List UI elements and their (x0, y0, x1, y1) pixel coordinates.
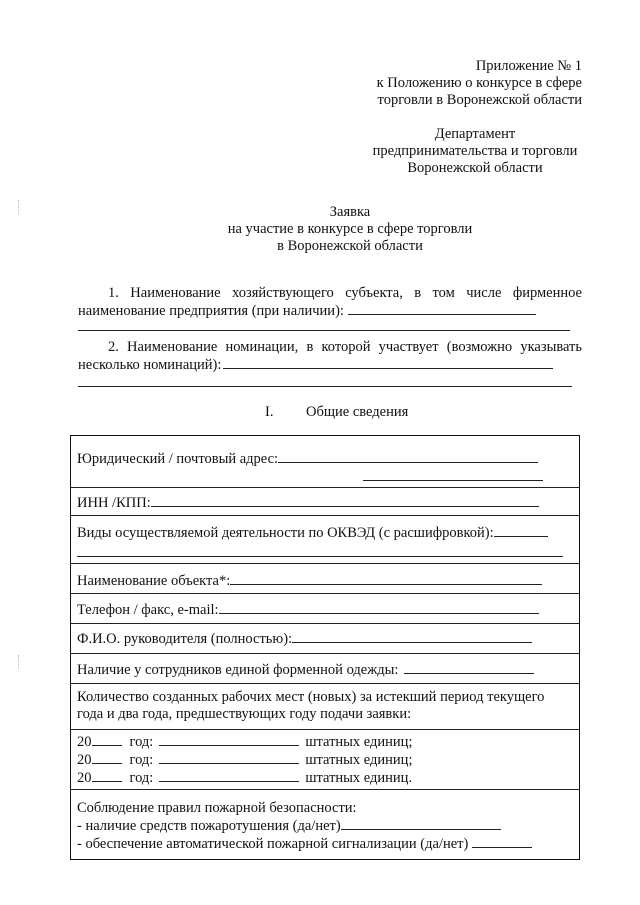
okved-fill-line-2[interactable] (77, 556, 563, 557)
section-number: I. (265, 404, 274, 420)
address-label: Юридический / почтовый адрес: (77, 451, 279, 467)
title-line-2: на участие в конкурсе в сфере торговли (227, 221, 473, 237)
table-row-jobs (71, 684, 579, 730)
table-row-uniform (71, 654, 579, 684)
table-row-fire-safety (71, 790, 579, 858)
item-2-extra-line[interactable] (78, 386, 572, 387)
general-info-table (70, 435, 580, 860)
year-line-3 (77, 769, 573, 787)
department-block (360, 126, 590, 177)
table-row-okved (71, 516, 579, 564)
phone-fill-line[interactable] (219, 601, 539, 614)
appendix-block (377, 58, 582, 109)
staff-fill-3[interactable] (159, 769, 299, 782)
appendix-line-2: к Положению о конкурсе в сфере (376, 75, 582, 91)
table-row-phone (71, 594, 579, 624)
staff-fill-1[interactable] (159, 733, 299, 746)
table-row-object (71, 564, 579, 594)
fire-item-1: - наличие средств пожаротушения (да/нет) (77, 818, 341, 834)
staff-label-3: штатных единиц. (305, 770, 413, 786)
section-title: Общие сведения (306, 404, 409, 420)
year-fill-2[interactable] (92, 751, 122, 764)
title-line-1: Заявка (329, 204, 371, 220)
jobs-label-line-1: Количество созданных рабочих мест (новых) за истекший период текущего (77, 689, 545, 705)
fire-item-1-fill-line[interactable] (341, 817, 501, 830)
item-2-line-2: несколько номинаций): (78, 357, 222, 373)
item-2-line-1: 2. Наименование номинации, в которой участвует (возможно указывать (108, 339, 582, 355)
inn-label: ИНН /КПП: (77, 495, 151, 511)
year-label: год: (129, 770, 154, 786)
year-fill-3[interactable] (92, 769, 122, 782)
item-2 (78, 338, 582, 374)
item-1-fill-line[interactable] (348, 302, 536, 315)
item-1-extra-line[interactable] (78, 330, 570, 331)
department-line-1: Департамент (434, 126, 516, 142)
fire-item-2-fill-line[interactable] (472, 835, 532, 848)
item-1-line-2: наименование предприятия (при наличии): (78, 303, 344, 319)
item-1-line-1: 1. Наименование хозяйствующего субъекта, в том числе фирменное (108, 285, 582, 301)
scan-mark (18, 200, 19, 214)
fire-item-2: - обеспечение автоматической пожарной сигнализации (да/нет) (77, 836, 469, 852)
staff-fill-2[interactable] (159, 751, 299, 764)
item-2-fill-line[interactable] (223, 356, 553, 369)
year-prefix: 20 (77, 770, 92, 786)
year-prefix: 20 (77, 734, 92, 750)
phone-label: Телефон / факс, e-mail: (77, 602, 219, 618)
uniform-label: Наличие у сотрудников единой форменной одежды: (77, 662, 399, 678)
item-1 (78, 284, 582, 320)
year-label: год: (129, 734, 154, 750)
jobs-label-line-2: года и два года, предшествующих году подачи заявки: (77, 706, 412, 722)
department-line-2: предпринимательства и торговли (372, 143, 578, 159)
okved-fill-line[interactable] (494, 524, 548, 537)
object-name-label: Наименование объекта*: (77, 573, 231, 589)
document-title (200, 204, 500, 255)
year-line-1 (77, 733, 573, 751)
address-fill-line-2[interactable] (363, 480, 543, 481)
year-prefix: 20 (77, 752, 92, 768)
object-name-fill-line[interactable] (230, 572, 542, 585)
year-line-2 (77, 751, 573, 769)
table-row-years (71, 730, 579, 790)
table-row-inn (71, 488, 579, 516)
fire-title: Соблюдение правил пожарной безопасности: (77, 800, 357, 816)
uniform-fill-line[interactable] (404, 661, 534, 674)
director-fill-line[interactable] (292, 630, 532, 643)
scan-mark (18, 655, 19, 669)
department-line-3: Воронежской области (407, 160, 543, 176)
inn-fill-line[interactable] (151, 494, 539, 507)
address-fill-line[interactable] (278, 450, 538, 463)
appendix-line-1: Приложение № 1 (475, 58, 582, 74)
okved-label: Виды осуществляемой деятельности по ОКВЭД (с расшифровкой): (77, 525, 494, 541)
appendix-line-3: торговли в Воронежской области (377, 92, 582, 108)
table-row-address (71, 436, 579, 488)
title-line-3: в Воронежской области (277, 238, 423, 254)
staff-label-1: штатных единиц; (305, 734, 413, 750)
director-label: Ф.И.О. руководителя (полностью): (77, 631, 293, 647)
year-label: год: (129, 752, 154, 768)
staff-label-2: штатных единиц; (305, 752, 413, 768)
year-fill-1[interactable] (92, 733, 122, 746)
table-row-director (71, 624, 579, 654)
